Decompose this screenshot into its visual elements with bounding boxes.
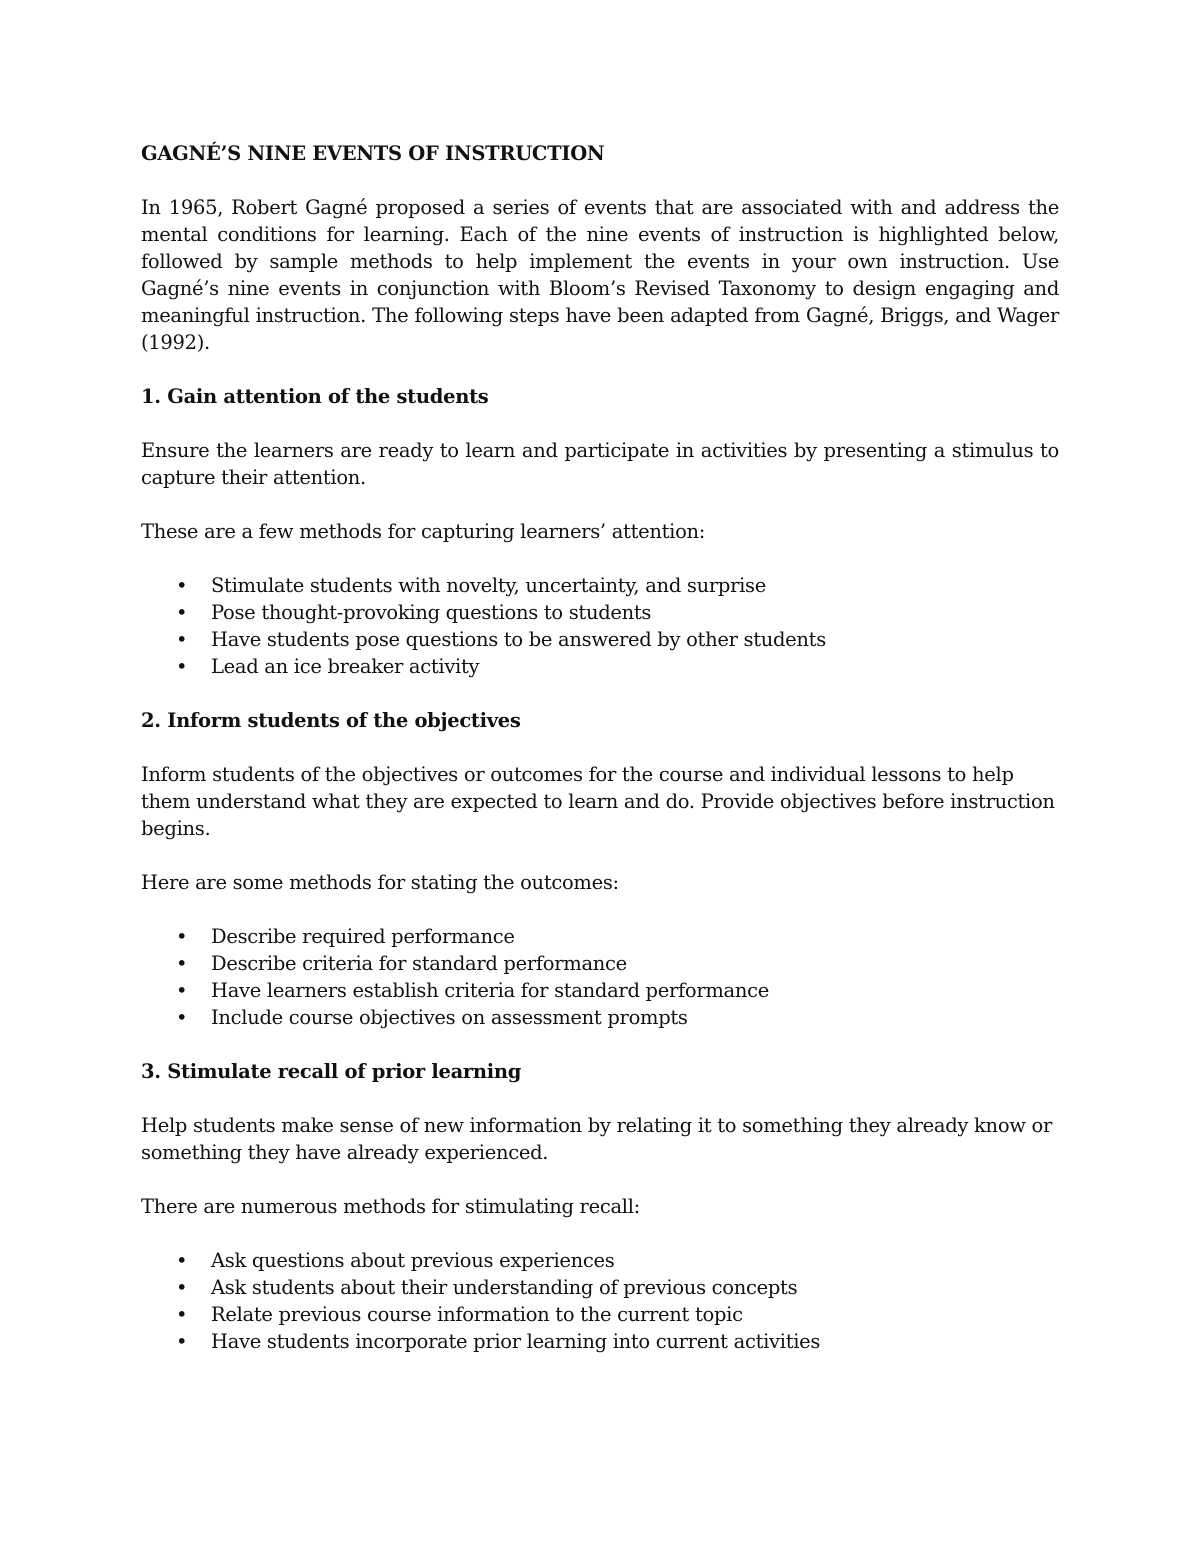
methods-list — [141, 1247, 1059, 1355]
section-description: Inform students of the objectives or outcomes for the course and individual lessons to help them understand what they are expected to learn and do. Provide objectives before instruction begins. — [141, 763, 1055, 840]
bullet-icon: • — [176, 574, 188, 597]
list-item-text: Ask students about their understanding of previous concepts — [211, 1276, 798, 1299]
list-item — [141, 923, 1059, 950]
list-item — [141, 1247, 1059, 1274]
bullet-icon: • — [176, 1330, 188, 1353]
methods-intro: There are numerous methods for stimulating recall: — [141, 1195, 640, 1218]
list-item-text: Describe criteria for standard performance — [211, 952, 627, 975]
bullet-icon: • — [176, 628, 188, 651]
methods-list — [141, 572, 1059, 680]
list-item-text: Relate previous course information to the current topic — [211, 1303, 743, 1326]
section-heading: 3. Stimulate recall of prior learning — [141, 1060, 522, 1083]
list-item — [141, 653, 1059, 680]
list-item — [141, 1328, 1059, 1355]
intro-paragraph: In 1965, Robert Gagné proposed a series of events that are associated with and address the mental conditions for learning. Each of the nine events of instruction is highlighted below, followed by sample methods to help implement the events in your own instruction. Use Gagné’s nine events in conjunction with Bloom’s Revised Taxonomy to design engaging and meaningful instruction. The following steps have been adapted from Gagné, Briggs, and Wager (1992). — [141, 196, 1059, 354]
section-heading: 2. Inform students of the objectives — [141, 709, 521, 732]
list-item — [141, 599, 1059, 626]
section-stimulate-recall — [141, 1058, 1059, 1355]
list-item-text: Stimulate students with novelty, uncertainty, and surprise — [211, 574, 766, 597]
list-item — [141, 1004, 1059, 1031]
list-item — [141, 977, 1059, 1004]
bullet-icon: • — [176, 979, 188, 1002]
document-title: GAGNÉ’S NINE EVENTS OF INSTRUCTION — [141, 142, 605, 165]
bullet-icon: • — [176, 1276, 188, 1299]
section-inform-objectives — [141, 707, 1059, 1031]
list-item-text: Describe required performance — [211, 925, 515, 948]
list-item — [141, 1274, 1059, 1301]
list-item-text: Have students pose questions to be answered by other students — [211, 628, 826, 651]
methods-list — [141, 923, 1059, 1031]
list-item-text: Have students incorporate prior learning into current activities — [211, 1330, 821, 1353]
methods-intro: Here are some methods for stating the outcomes: — [141, 871, 619, 894]
section-gain-attention — [141, 383, 1059, 680]
list-item-text: Lead an ice breaker activity — [211, 655, 480, 678]
section-description: Ensure the learners are ready to learn and participate in activities by presenting a stimulus to capture their attention. — [141, 439, 1059, 489]
list-item — [141, 1301, 1059, 1328]
list-item-text: Include course objectives on assessment prompts — [211, 1006, 688, 1029]
section-heading: 1. Gain attention of the students — [141, 385, 489, 408]
bullet-icon: • — [176, 655, 188, 678]
list-item-text: Have learners establish criteria for standard performance — [211, 979, 769, 1002]
bullet-icon: • — [176, 1249, 188, 1272]
document-page — [141, 140, 1059, 1382]
bullet-icon: • — [176, 925, 188, 948]
list-item — [141, 626, 1059, 653]
bullet-icon: • — [176, 1006, 188, 1029]
list-item-text: Pose thought-provoking questions to students — [211, 601, 652, 624]
list-item-text: Ask questions about previous experiences — [211, 1249, 615, 1272]
list-item — [141, 572, 1059, 599]
list-item — [141, 950, 1059, 977]
section-description: Help students make sense of new information by relating it to something they already know or something they have already experienced. — [141, 1114, 1053, 1164]
methods-intro: These are a few methods for capturing learners’ attention: — [141, 520, 706, 543]
bullet-icon: • — [176, 601, 188, 624]
bullet-icon: • — [176, 1303, 188, 1326]
bullet-icon: • — [176, 952, 188, 975]
